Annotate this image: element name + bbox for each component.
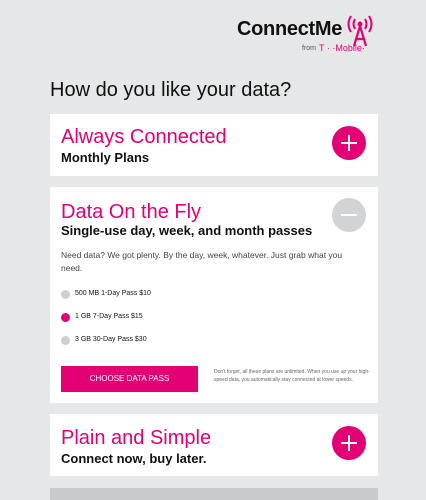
plan-card-always-connected — [50, 114, 378, 176]
card-subtitle: Connect now, buy later. — [61, 451, 207, 466]
pass-option-label: 1 GB 7-Day Pass $15 — [75, 313, 143, 320]
card-subtitle: Monthly Plans — [61, 150, 150, 165]
fine-print-note: Don't forget, all these plans are unlimited. When you use up your high-speed data, you automatically stay connected at lower speeds. — [214, 369, 370, 383]
card-title: Always Connected — [61, 126, 227, 148]
radio-button[interactable] — [61, 336, 70, 345]
pass-option-3gb[interactable] — [61, 335, 181, 347]
pass-option-label: 3 GB 30-Day Pass $30 — [75, 336, 147, 343]
expand-button-plus-icon[interactable] — [332, 126, 366, 160]
expand-button-plus-icon[interactable] — [332, 426, 366, 460]
app-header — [0, 0, 426, 80]
radio-button[interactable] — [61, 290, 70, 299]
pass-option-label: 500 MB 1-Day Pass $10 — [75, 290, 151, 297]
logo-from-label: from — [302, 45, 316, 52]
radio-button-selected[interactable] — [61, 313, 70, 322]
collapse-button-minus-icon[interactable] — [332, 198, 366, 232]
brand-logo: T · ·Mobile· — [319, 43, 365, 53]
card-subtitle: Single-use day, week, and month passes — [61, 223, 313, 238]
next-card-edge — [50, 488, 378, 500]
choose-data-pass-button[interactable]: CHOOSE DATA PASS — [61, 366, 198, 392]
logo-wordmark: ConnectMe — [237, 18, 343, 40]
pass-option-1gb[interactable] — [61, 312, 181, 324]
card-title: Data On the Fly — [61, 201, 202, 223]
plan-card-data-on-the-fly — [50, 187, 378, 403]
card-title: Plain and Simple — [61, 427, 212, 449]
card-description: Need data? We got plenty. By the day, week, whatever. Just grab what you need. — [61, 250, 343, 273]
pass-option-500mb[interactable] — [61, 289, 181, 301]
plan-card-plain-and-simple — [50, 414, 378, 476]
page-title: How do you like your data? — [50, 79, 292, 101]
